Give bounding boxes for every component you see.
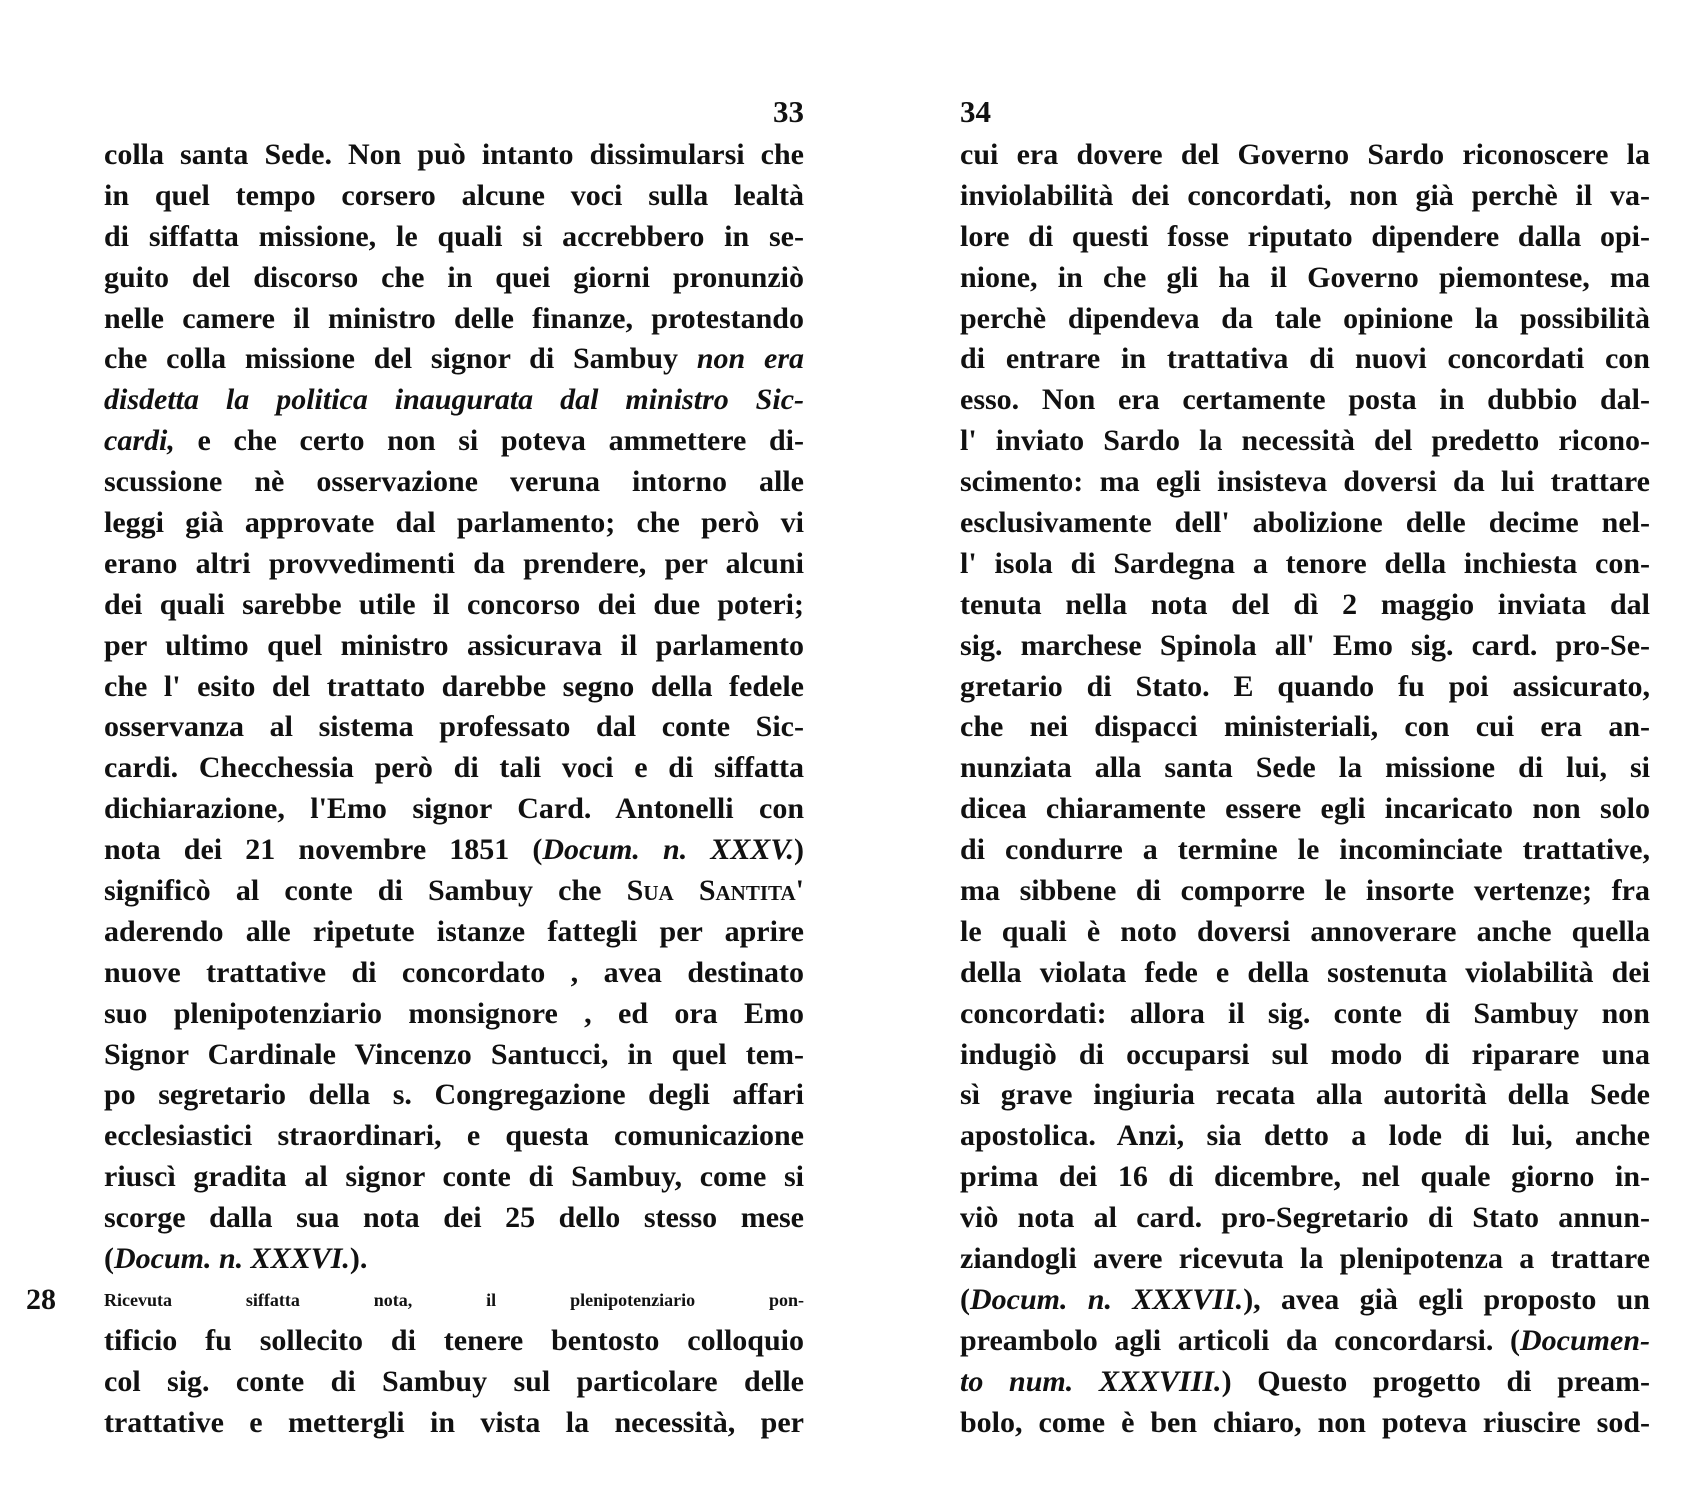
text-span: inviolabilità dei concordati, non già perchè il va- [960, 178, 1650, 212]
text-span: gretario di Stato. E quando fu poi assicurato, [960, 669, 1650, 703]
text-span: tenuta nella nota del dì 2 maggio inviata dal [960, 587, 1650, 621]
text-span: scussione nè osservazione veruna intorno alle [104, 465, 804, 499]
text-line [960, 707, 1650, 748]
text-line [960, 1198, 1650, 1239]
text-line [104, 871, 804, 912]
text-line [960, 1035, 1650, 1076]
text-line [104, 1198, 804, 1239]
text-line [960, 1362, 1650, 1403]
text-line [104, 421, 804, 462]
text-line [960, 421, 1650, 462]
text-line [104, 299, 804, 340]
text-line [104, 789, 804, 830]
text-span: bolo, come è ben chiaro, non poteva riuscire sod- [960, 1405, 1650, 1439]
text-line [960, 1403, 1650, 1444]
text-span: leggi già approvate dal parlamento; che però vi [104, 506, 804, 540]
text-span: esclusivamente dell' abolizione delle decime nel- [960, 506, 1650, 540]
text-span: l' inviato Sardo la necessità del predetto ricono- [960, 424, 1650, 458]
text-span: lore di questi fosse riputato dipendere dalla opi- [960, 219, 1650, 253]
page-number-left: 33 [773, 94, 804, 129]
text-line [104, 462, 804, 503]
text-line [104, 1116, 804, 1157]
text-span: suo plenipotenziario monsignore , ed ora Emo [104, 996, 804, 1030]
text-line [960, 789, 1650, 830]
text-span: nunziata alla santa Sede la missione di lui, si [960, 751, 1650, 785]
text-span: po segretario della s. Congregazione degli affari [104, 1078, 804, 1112]
text-span: concordati: allora il sig. conte di Sambuy non [960, 996, 1650, 1030]
text-span: col sig. conte di Sambuy sul particolare delle [104, 1364, 804, 1398]
text-span: nuove trattative di concordato , avea destinato [104, 955, 804, 989]
text-span: dei quali sarebbe utile il concorso dei due poteri; [104, 587, 804, 621]
text-span: aderendo alle ripetute istanze fattegli per aprire [104, 914, 804, 948]
text-span: prima dei 16 di dicembre, nel quale giorno in- [960, 1160, 1650, 1194]
text-line [960, 626, 1650, 667]
text-line [104, 912, 804, 953]
text-line [104, 258, 804, 299]
text-span: per ultimo quel ministro assicurava il parlamento [104, 628, 804, 662]
text-span: ), avea già egli proposto un [1243, 1282, 1650, 1316]
text-line [960, 1157, 1650, 1198]
text-line [104, 707, 804, 748]
text-line [960, 258, 1650, 299]
text-span: riuscì gradita al signor conte di Sambuy, come si [104, 1160, 804, 1194]
document-reference: Documen- [1520, 1323, 1650, 1357]
text-line [960, 380, 1650, 421]
text-line [104, 1075, 804, 1116]
text-line [104, 176, 804, 217]
left-page-text [26, 135, 804, 1444]
text-span: dicea chiaramente essere egli incaricato non solo [960, 792, 1650, 826]
text-span: in quel tempo corsero alcune voci sulla lealtà [104, 178, 804, 212]
text-line [104, 380, 804, 421]
text-span: che nei dispacci ministeriali, con cui era an- [960, 710, 1650, 744]
text-span: che l' esito del trattato darebbe segno della fedele [104, 669, 804, 703]
text-line [104, 544, 804, 585]
text-line [960, 503, 1650, 544]
text-span: ( [104, 1242, 114, 1276]
text-span: ). [349, 1242, 368, 1276]
text-line [104, 953, 804, 994]
text-span: di condurre a termine le incominciate trattative, [960, 833, 1650, 867]
text-span: di entrare in trattativa di nuovi concordati con [960, 342, 1650, 376]
text-span: trattative e mettergli in vista la necessità, per [104, 1405, 804, 1439]
text-span: le quali è noto doversi annoverare anche quella [960, 914, 1650, 948]
text-span: viò nota al card. pro-Segretario di Stato annun- [960, 1201, 1650, 1235]
text-line [960, 339, 1650, 380]
text-line [104, 1403, 804, 1444]
text-span: apostolica. Anzi, sia detto a lode di lui, anche [960, 1119, 1650, 1153]
italic-span: non era [696, 342, 804, 376]
document-reference: Docum. n. XXXVII. [970, 1282, 1244, 1316]
text-span: dichiarazione, l'Emo signor Card. Antonelli con [104, 792, 804, 826]
text-line [104, 1157, 804, 1198]
text-line [104, 994, 804, 1035]
document-reference: Docum. n. XXXVI. [114, 1242, 350, 1276]
page-number-right: 34 [960, 94, 991, 129]
text-line [960, 1280, 1650, 1321]
text-line [104, 339, 804, 380]
right-page-text [960, 135, 1650, 1444]
text-span: ) [794, 833, 804, 867]
text-span: scimento: ma egli insisteva doversi da lui trattare [960, 465, 1650, 499]
document-reference: to num. XXXVIII. [960, 1364, 1222, 1398]
italic-span: disdetta la politica inaugurata dal ministro Sic- [104, 383, 804, 417]
text-line [104, 503, 804, 544]
text-span: sì grave ingiuria recata alla autorità della Sede [960, 1078, 1650, 1112]
text-line [104, 626, 804, 667]
text-line [960, 1239, 1650, 1280]
text-span: che colla missione del signor di Sambuy [104, 342, 697, 376]
text-line [104, 748, 804, 789]
text-line [960, 1075, 1650, 1116]
text-span: erano altri provvedimenti da prendere, per alcuni [104, 546, 804, 580]
text-line [26, 1280, 804, 1321]
text-span: significò al conte di Sambuy che [104, 874, 627, 908]
text-line [960, 871, 1650, 912]
text-span: cardi. Checchessia però di tali voci e di siffatta [104, 751, 804, 785]
text-span: tificio fu sollecito di tenere bentosto colloquio [104, 1323, 804, 1357]
text-line [960, 667, 1650, 708]
text-span: e che certo non si poteva ammettere di- [174, 424, 804, 458]
text-span: l' isola di Sardegna a tenore della inchiesta con- [960, 546, 1650, 580]
italic-span: cardi, [104, 424, 175, 458]
text-span: preambolo agli articoli da concordarsi. ( [960, 1323, 1520, 1357]
text-line [104, 217, 804, 258]
paragraph-margin-number: 28 [26, 1282, 56, 1316]
text-span: osservanza al sistema professato dal conte Sic- [104, 710, 804, 744]
text-span: colla santa Sede. Non può intanto dissimularsi che [104, 138, 804, 171]
text-span: ) Questo progetto di pream- [1221, 1364, 1650, 1398]
text-line [104, 667, 804, 708]
text-line [960, 462, 1650, 503]
text-span: nelle camere il ministro delle finanze, protestando [104, 301, 804, 335]
text-span: scorge dalla sua nota dei 25 dello stesso mese [104, 1201, 804, 1235]
text-span: indugiò di occuparsi sul modo di riparare una [960, 1037, 1650, 1071]
text-line [104, 1362, 804, 1403]
text-span: perchè dipendeva da tale opinione la possibilità [960, 301, 1650, 335]
text-line [104, 135, 804, 176]
text-line [960, 1321, 1650, 1362]
text-span: della violata fede e della sostenuta violabilità dei [960, 955, 1650, 989]
text-line [960, 830, 1650, 871]
text-line [960, 585, 1650, 626]
text-line [104, 830, 804, 871]
small-caps-span: Sua Santita' [626, 874, 804, 908]
text-line [960, 299, 1650, 340]
text-span: esso. Non era certamente posta in dubbio dal- [960, 383, 1650, 417]
text-line [104, 1035, 804, 1076]
text-line [960, 176, 1650, 217]
document-reference: Docum. n. XXXV. [542, 833, 794, 867]
text-span: sig. marchese Spinola all' Emo sig. card. pro-Se- [960, 628, 1650, 662]
text-line [960, 994, 1650, 1035]
text-line [104, 1239, 804, 1280]
text-line [960, 135, 1650, 176]
text-line [960, 748, 1650, 789]
text-span: ziandogli avere ricevuta la plenipotenza a trattare [960, 1242, 1650, 1276]
text-span: ecclesiastici straordinari, e questa comunicazione [104, 1119, 804, 1153]
text-span: guito del discorso che in quei giorni pronunziò [104, 260, 804, 294]
text-span: ma sibbene di comporre le insorte vertenze; fra [960, 874, 1650, 908]
text-line [960, 544, 1650, 585]
text-span: ( [960, 1282, 970, 1316]
text-line [960, 953, 1650, 994]
text-span: Ricevuta siffatta nota, il plenipotenziario pon- [104, 1289, 804, 1310]
text-line [960, 1116, 1650, 1157]
text-line [104, 1321, 804, 1362]
text-span: nione, in che gli ha il Governo piemontese, ma [960, 260, 1650, 294]
text-span: cui era dovere del Governo Sardo riconoscere la [960, 138, 1650, 171]
text-line [104, 585, 804, 626]
text-span: Signor Cardinale Vincenzo Santucci, in quel tem- [104, 1037, 804, 1071]
text-line [960, 217, 1650, 258]
text-span: di siffatta missione, le quali si accrebbero in se- [104, 219, 804, 253]
text-span: nota dei 21 novembre 1851 ( [104, 833, 543, 867]
text-line [960, 912, 1650, 953]
